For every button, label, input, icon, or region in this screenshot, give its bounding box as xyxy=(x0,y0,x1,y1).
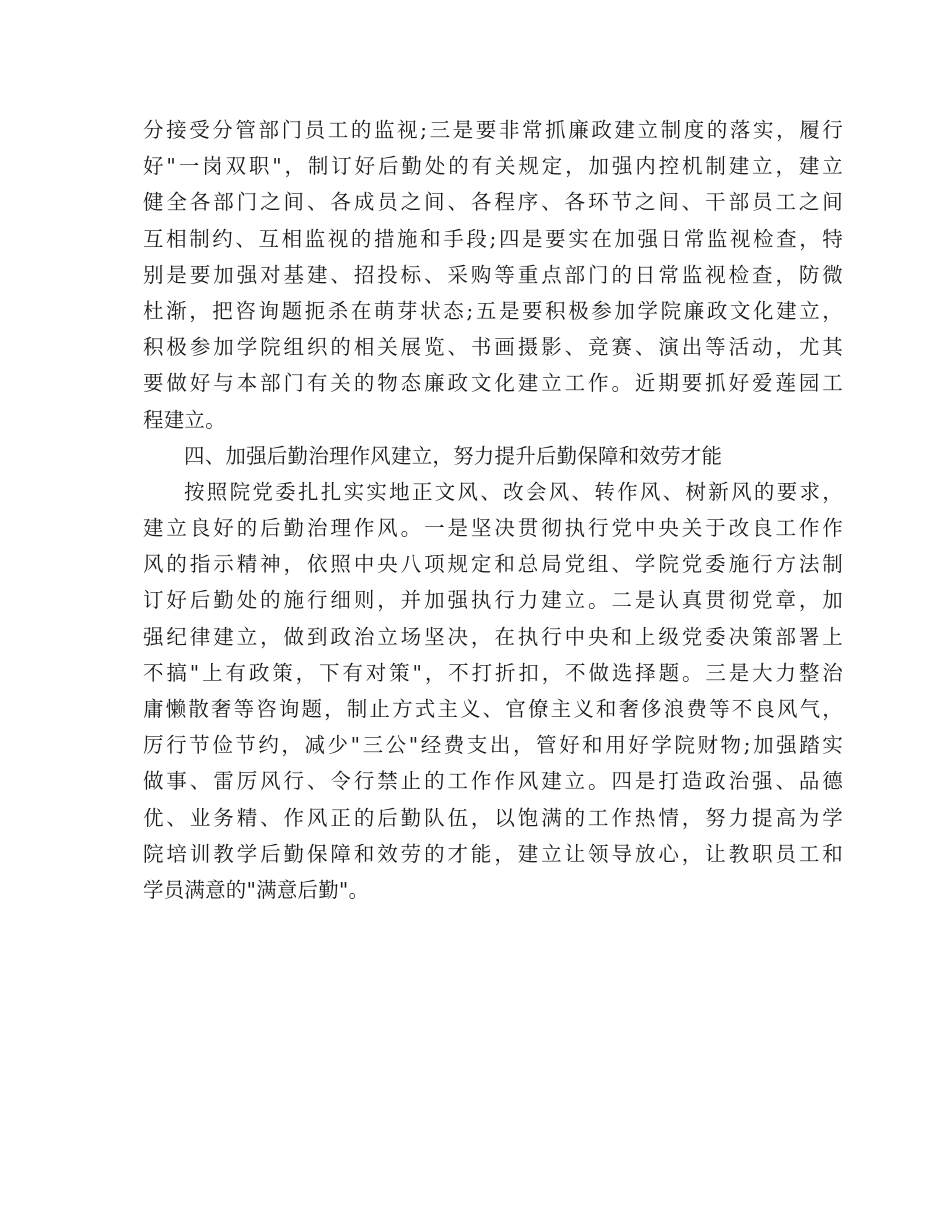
section-heading: 四、加强后勤治理作风建立，努力提升后勤保障和效劳才能 xyxy=(184,443,723,468)
text-line: 优、业务精、作风正的后勤队伍，以饱满的工作热情，努力提高为学 xyxy=(143,805,843,830)
text-line: 做事、雷厉风行、令行禁止的工作作风建立。四是打造政治强、品德 xyxy=(143,769,843,794)
text-line: 互相制约、互相监视的措施和手段;四是要实在加强日常监视检查，特 xyxy=(143,226,843,251)
text-line: 订好后勤处的施行细则，并加强执行力建立。二是认真贯彻党章，加 xyxy=(143,588,843,613)
text-line: 院培训教学后勤保障和效劳的才能，建立让领导放心，让教职员工和 xyxy=(143,841,843,866)
text-line: 强纪律建立，做到政治立场坚决，在执行中央和上级党委决策部署上 xyxy=(143,624,843,649)
text-line: 厉行节俭节约，减少"三公"经费支出，管好和用好学院财物;加强踏实 xyxy=(143,733,843,758)
text-line: 积极参加学院组织的相关展览、书画摄影、竞赛、演出等活动，尤其 xyxy=(143,335,843,360)
text-line: 健全各部门之间、各成员之间、各程序、各环节之间、干部员工之间 xyxy=(143,190,843,215)
text-line: 不搞"上有政策，下有对策"，不打折扣，不做选择题。三是大力整治 xyxy=(143,660,843,685)
text-line: 庸懒散奢等咨询题，制止方式主义、官僚主义和奢侈浪费等不良风气， xyxy=(143,697,843,721)
text-line: 好"一岗双职"，制订好后勤处的有关规定，加强内控机制建立，建立 xyxy=(143,154,843,179)
text-line: 风的指示精神，依照中央八项规定和总局党组、学院党委施行方法制 xyxy=(143,552,843,577)
text-line: 分接受分管部门员工的监视;三是要非常抓廉政建立制度的落实，履行 xyxy=(143,118,843,142)
text-line: 别是要加强对基建、招投标、采购等重点部门的日常监视检查，防微 xyxy=(143,262,843,287)
text-line: 学员满意的"满意后勤"。 xyxy=(143,877,370,902)
text-line: 建立良好的后勤治理作风。一是坚决贯彻执行党中央关于改良工作作 xyxy=(143,516,843,541)
text-line: 按照院党委扎扎实实地正文风、改会风、转作风、树新风的要求， xyxy=(184,479,843,504)
text-line: 程建立。 xyxy=(143,407,226,432)
text-line: 要做好与本部门有关的物态廉政文化建立工作。近期要抓好爱莲园工 xyxy=(143,371,843,396)
body-text xyxy=(143,112,843,908)
text-line: 杜渐，把咨询题扼杀在萌芽状态;五是要积极参加学院廉政文化建立， xyxy=(143,298,843,323)
